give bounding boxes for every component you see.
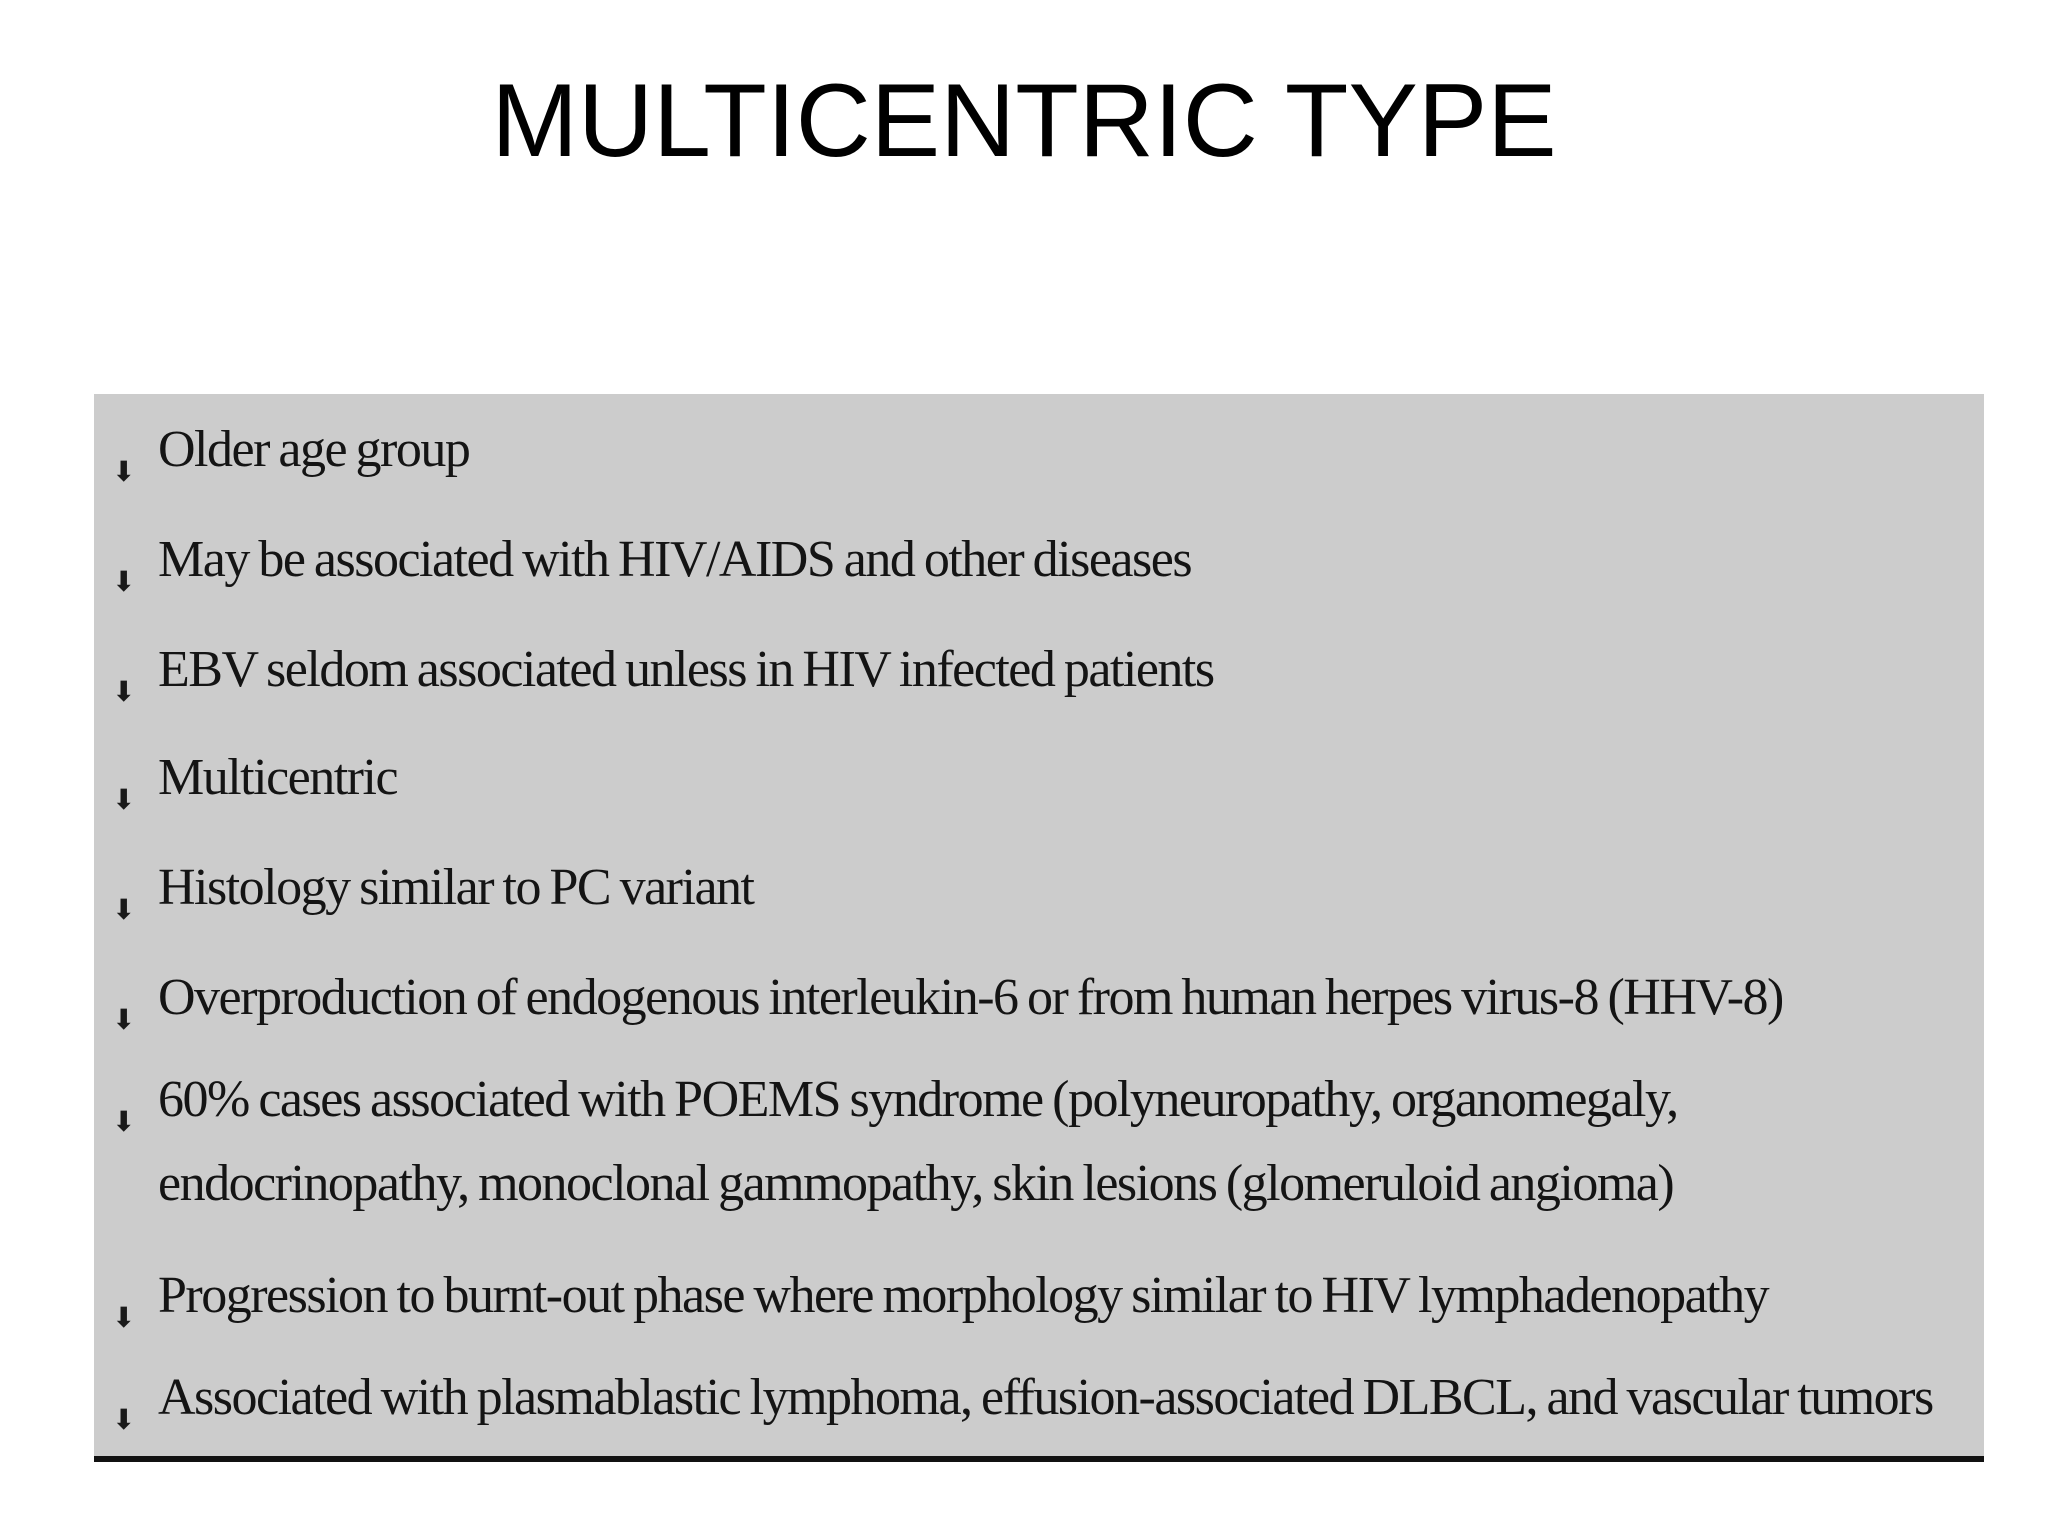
down-arrow-bullet-icon: ⬇ <box>112 455 134 488</box>
bullet-text: 60% cases associated with POEMS syndrome (polyneuropathy, organomegaly, endocrinopathy, monoclonal gammopathy, skin lesions (glomeruloid angioma) <box>158 1071 1678 1212</box>
down-arrow-bullet-icon: ⬇ <box>112 893 134 926</box>
bullet-text: Older age group <box>158 421 470 478</box>
list-item <box>94 956 1964 1040</box>
bullet-text: EBV seldom associated unless in HIV infected patients <box>158 641 1214 698</box>
down-arrow-bullet-icon: ⬇ <box>112 1003 134 1036</box>
down-arrow-bullet-icon: ⬇ <box>112 675 134 708</box>
list-item <box>94 736 1964 820</box>
down-arrow-bullet-icon: ⬇ <box>112 1301 134 1334</box>
list-item <box>94 1058 1964 1226</box>
bullet-text: May be associated with HIV/AIDS and other diseases <box>158 531 1192 588</box>
list-item <box>94 1254 1964 1338</box>
down-arrow-bullet-icon: ⬇ <box>112 1403 134 1436</box>
bullet-text: Associated with plasmablastic lymphoma, effusion-associated DLBCL, and vascular tumors <box>158 1369 1933 1426</box>
down-arrow-bullet-icon: ⬇ <box>112 565 134 598</box>
list-item <box>94 518 1964 602</box>
content-box <box>94 394 1984 1462</box>
bullet-text: Histology similar to PC variant <box>158 859 754 916</box>
list-item <box>94 1356 1964 1440</box>
bullet-text: Overproduction of endogenous interleukin-6 or from human herpes virus-8 (HHV-8) <box>158 969 1783 1026</box>
slide-title: MULTICENTRIC TYPE <box>491 63 1557 179</box>
down-arrow-bullet-icon: ⬇ <box>112 783 134 816</box>
bullet-text: Progression to burnt-out phase where morphology similar to HIV lymphadenopathy <box>158 1267 1769 1324</box>
bullet-text: Multicentric <box>158 749 398 806</box>
list-item <box>94 408 1964 492</box>
list-item <box>94 846 1964 930</box>
list-item <box>94 628 1964 712</box>
down-arrow-bullet-icon: ⬇ <box>112 1105 134 1138</box>
